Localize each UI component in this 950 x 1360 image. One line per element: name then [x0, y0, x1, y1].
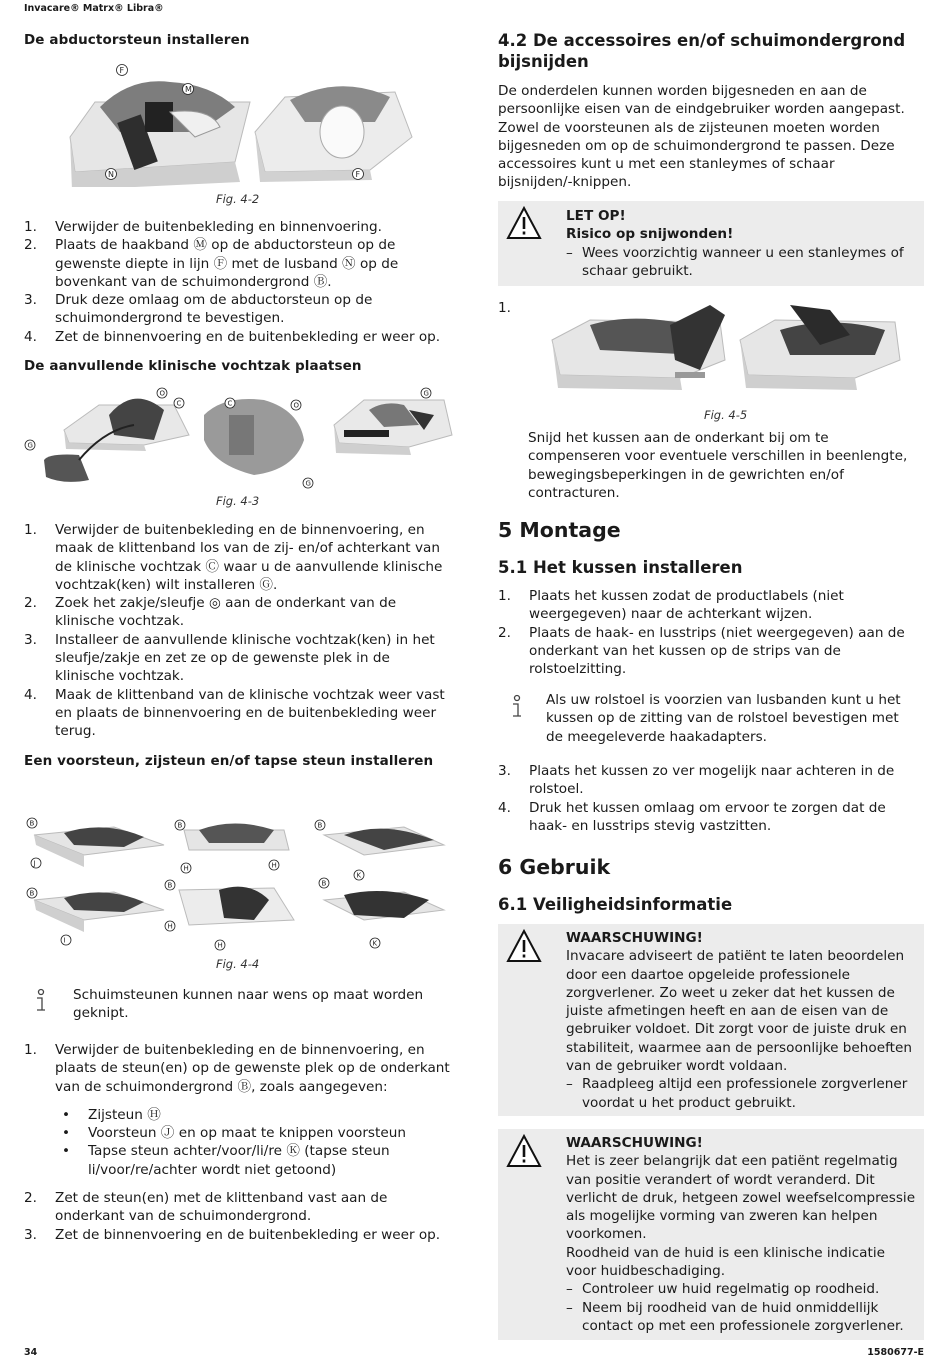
section-title-4-2: 4.2 De accessoires en/of schuimondergrond bijsnijden	[498, 31, 906, 71]
warning-item-1: – Raadpleeg altijd een professionele zorgverlener voordat u het product gebruikt.	[566, 1076, 908, 1111]
list-item: 3. Zet de binnenvoering en de buitenbekleding er weer op.	[24, 1226, 441, 1243]
warning-icon	[506, 206, 542, 240]
label-m: M	[185, 85, 192, 94]
list-item: 4. Zet de binnenvoering en de buitenbekleding er weer op.	[24, 328, 441, 345]
warning-item-3: – Neem bij roodheid van de huid onmiddellijk contact op met een professionele zorgverlener.	[566, 1299, 904, 1334]
step-1-followup: Snijd het kussen aan de onderkant bij om te compenseren voor eventuele verschillen in beenlengte, bewegingsbeperkingen in de gewrichten en/of contracturen.	[528, 430, 908, 501]
warning-body-2: Het is zeer belangrijk dat een patiënt regelmatig van positie verandert of wordt veranderd. Dit verlicht de druk, hetgeen zowel weefselcompressie als mogelijke vorming van zweren kan helpen voorkomen.	[566, 1153, 916, 1243]
section-title-abductor: De abductorsteun installeren	[24, 32, 250, 48]
steunen-steps	[24, 1041, 450, 1096]
vochtzak-steps	[24, 521, 450, 741]
list-item: • Zijsteun Ⓗ	[62, 1106, 161, 1123]
label-g: G	[27, 441, 33, 450]
list-item: 3. Druk deze omlaag om de abductorsteun op de schuimondergrond te bevestigen.	[24, 292, 373, 327]
warning-content-1	[566, 929, 918, 1112]
label-j: J	[33, 859, 36, 868]
label-c-2: C	[227, 399, 233, 408]
caution-content	[566, 207, 916, 280]
figure-caption-4-4: Fig. 4-4	[216, 957, 260, 971]
list-item: • Voorsteun Ⓙ en op maat te knippen voorsteun	[62, 1125, 406, 1142]
list-item: • Tapse steun achter/voor/li/re Ⓚ (tapse steun li/voor/re/achter wordt niet getoond)	[62, 1143, 390, 1178]
figure-caption-4-2: Fig. 4-2	[216, 192, 260, 206]
list-item: 1. Plaats het kussen zodat de productlabels (niet weergegeven) naar de achterkant wijzen.	[498, 588, 844, 623]
label-g-2: G	[305, 479, 311, 488]
info-icon-2	[508, 694, 526, 720]
label-k-2: K	[372, 939, 378, 948]
list-item: 2. Plaats de haak- en lusstrips (niet weergegeven) aan de onderkant van het kussen op de strips van de rolstoelzitting.	[498, 624, 905, 678]
note-text-2: Als uw rolstoel is voorzien van lusbanden kunt u het kussen op de zitting van de rolstoel bevestigen met de meegeleverde haakadapters.	[546, 692, 901, 745]
list-item: 2. Plaats de haakband Ⓜ op de abductorsteun op de gewenste diepte in lijn Ⓕ met de lusband Ⓝ op de bovenkant van de schuimondergrond Ⓑ.	[24, 237, 399, 290]
label-b-6: B	[321, 879, 327, 888]
label-f: F	[119, 66, 125, 75]
steunen-bullets	[24, 1106, 450, 1179]
warning-body-3: Roodheid van de huid is een klinische indicatie voor huidbeschadiging.	[566, 1244, 885, 1280]
label-b-5: B	[167, 881, 173, 890]
label-n: N	[108, 170, 114, 179]
label-o-2: O	[293, 401, 300, 410]
steunen-steps-2	[24, 1189, 450, 1244]
document-number: 1580677-E	[867, 1347, 924, 1358]
list-item: 1. Verwijder de buitenbekleding en de binnenvoering, en maak de klittenband los van de zij- en/of achterkant van de klinische vochtzak Ⓒ waar u de aanvullende klinische vochtzak(ken) wilt installeren Ⓖ.	[24, 522, 443, 593]
caution-heading: LET OP!	[566, 208, 626, 224]
label-i: I	[63, 936, 66, 945]
label-h-3: H	[167, 922, 173, 931]
label-h-2: H	[271, 861, 277, 870]
section-title-steunen: Een voorsteun, zijsteun en/of tapse steun installeren	[24, 753, 434, 769]
label-g-3: G	[423, 389, 429, 398]
list-item: 2. Zoek het zakje/sleufje ◎ aan de onderkant van de klinische vochtzak.	[24, 595, 397, 630]
list-item: 2. Zet de steun(en) met de klittenband vast aan de onderkant van de schuimondergrond.	[24, 1190, 388, 1225]
section-title-5-1: 5.1 Het kussen installeren	[498, 558, 743, 577]
section-4-2-body: De onderdelen kunnen worden bijgesneden en aan de persoonlijke eisen van de eindgebruiker worden aangepast. Zowel de voorsteunen als de zijsteunen moeten worden bijgesneden om op de schuimondergrond te passen. Deze accessoires kunt u met een stanleymes of schaar bijsnijden/-knippen.	[498, 83, 905, 191]
list-item: 4. Druk het kussen omlaag om ervoor te zorgen dat de haak- en lusstrips stevig vastzitten.	[498, 799, 886, 834]
info-icon	[32, 988, 50, 1014]
figure-caption-4-3: Fig. 4-3	[216, 494, 260, 508]
install-steps	[498, 587, 918, 678]
note-text: Schuimsteunen kunnen naar wens op maat worden geknipt.	[73, 987, 424, 1022]
label-c: C	[176, 399, 182, 408]
warning-body-1: Invacare adviseert de patiënt te laten beoordelen door een daartoe opgeleide professionele zorgverlener. Zo weet u zeker dat het kussen de juiste afmetingen heeft en aan de eisen van de gebruiker voldoet. Dit zorgt voor de juiste druk en stabiliteit, waarmee aan de persoonlijke behoeften van de gebruiker wordt voldaan.	[566, 948, 912, 1075]
figure-4-2	[60, 62, 420, 187]
caution-subheading: Risico op snijwonden!	[566, 226, 734, 243]
figure-caption-4-5: Fig. 4-5	[704, 408, 748, 422]
label-b: B	[29, 819, 35, 828]
running-header: Invacare® Matrx® Libra®	[24, 3, 164, 14]
figure-4-5	[550, 300, 910, 400]
figure-4-4	[24, 815, 454, 955]
step-number: 1.	[498, 300, 511, 316]
label-b-4: B	[29, 889, 35, 898]
warning-icon-3	[506, 1134, 542, 1168]
label-f-2: F	[355, 170, 361, 179]
warning-item-2: – Controleer uw huid regelmatig op roodheid.	[566, 1281, 880, 1298]
abductor-steps	[24, 218, 450, 346]
page-number: 34	[24, 1347, 38, 1358]
warning-heading-1: WAARSCHUWING!	[566, 930, 703, 946]
caution-item: – Wees voorzichtig wanneer u een stanleymes of schaar gebruikt.	[566, 244, 904, 279]
list-item: 4. Maak de klittenband van de klinische vochtzak weer vast en plaats de binnenvoering en de buitenbekleding weer terug.	[24, 686, 445, 740]
install-steps-2	[498, 762, 918, 835]
list-item: 1. Verwijder de buitenbekleding en binnenvoering.	[24, 219, 382, 235]
warning-content-2	[566, 1134, 918, 1335]
label-o: O	[159, 389, 166, 398]
figure-4-3	[24, 385, 454, 495]
section-title-6-1: 6.1 Veiligheidsinformatie	[498, 895, 733, 914]
list-item: 3. Installeer de aanvullende klinische vochtzak(ken) in het sleufje/zakje en zet ze op de gewenste plek in de klinische vochtzak.	[24, 631, 435, 685]
label-k: K	[356, 871, 362, 880]
chapter-title-6: 6 Gebruik	[498, 855, 611, 879]
label-h-4: H	[217, 941, 223, 950]
label-b-3: B	[317, 821, 323, 830]
warning-icon-2	[506, 929, 542, 963]
label-b-2: B	[177, 821, 183, 830]
label-h: H	[183, 864, 189, 873]
warning-heading-2: WAARSCHUWING!	[566, 1135, 703, 1151]
chapter-title-5: 5 Montage	[498, 518, 621, 542]
section-title-vochtzak: De aanvullende klinische vochtzak plaatsen	[24, 358, 362, 374]
list-item: 1. Verwijder de buitenbekleding en de binnenvoering, en plaats de steun(en) op de gewenste plek op de onderkant van de schuimondergrond Ⓑ, zoals aangegeven:	[24, 1042, 450, 1095]
list-item: 3. Plaats het kussen zo ver mogelijk naar achteren in de rolstoel.	[498, 763, 895, 798]
